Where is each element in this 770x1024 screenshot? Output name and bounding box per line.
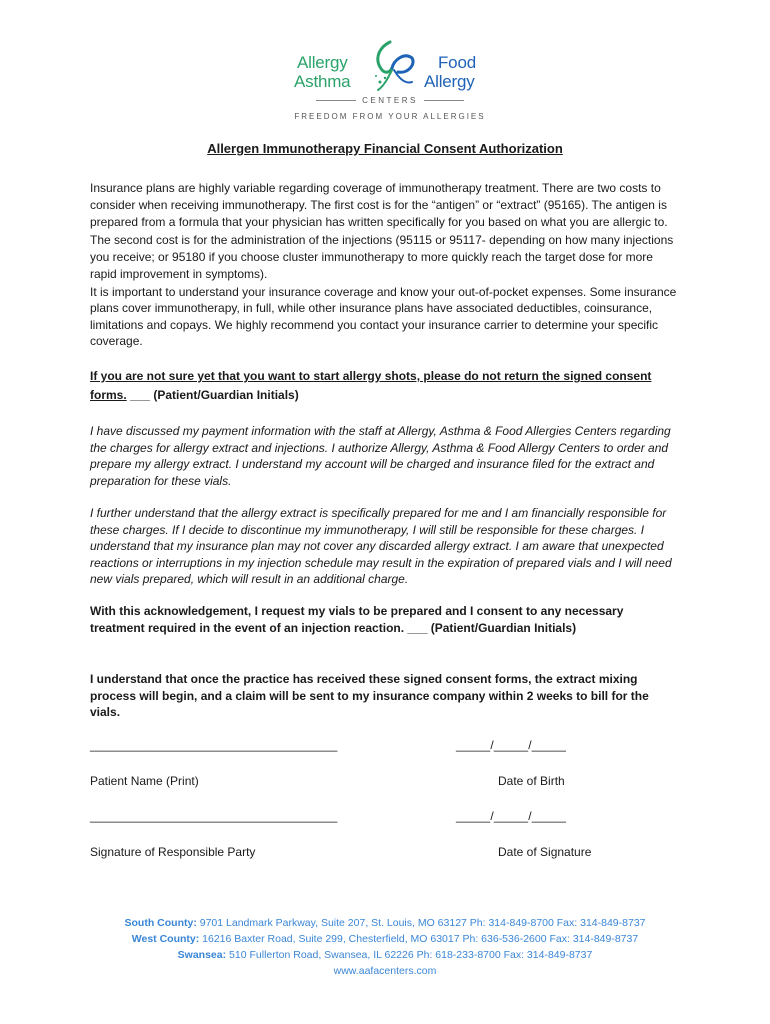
clinic-logo [290, 38, 490, 128]
initials-notice [90, 367, 680, 405]
footer-south-county [0, 915, 770, 931]
footer-swansea [0, 947, 770, 963]
swansea-address: 510 Fullerton Road, Swansea, IL 62226 Ph: 618-233-8700 Fax: 314-849-8737 [226, 949, 593, 961]
coverage-paragraph: It is important to understand your insurance coverage and know your out-of-pocket expenses. Some insurance plans cover immunotherapy, in full, while other insurance plans have associated deductibles, coinsurance, limitations and copays. We highly recommend you contact your insurance carrier to determine your specific coverage. [90, 285, 677, 349]
dob-line[interactable]: _____/_____/_____ [456, 738, 567, 752]
west-county-address: 16216 Baxter Road, Suite 299, Chesterfield, MO 63017 Ph: 636-536-2600 Fax: 314-849-8737 [199, 933, 639, 945]
responsible-party-label: Signature of Responsible Party [90, 845, 256, 859]
logo-tagline: FREEDOM FROM YOUR ALLERGIES [294, 112, 486, 121]
intro-paragraph: Insurance plans are highly variable regarding coverage of immunotherapy treatment. There are two costs to consider when receiving immunotherapy. The first cost is for the “antigen” or “extract” (95165). The antigen is prepared from a formula that your physician has written specifically for you based on what you are allergic to. The second cost is for the administration of the injections (95115 or 95117- depending on how many injections you receive; or 95180 if you choose cluster immunotherapy to more quickly reach the target dose for more rapid improvement in symptoms). [90, 181, 674, 282]
patient-name-label: Patient Name (Print) [90, 774, 199, 788]
logo-rule-right [424, 100, 464, 101]
acknowledgement-paragraph: With this acknowledgement, I request my vials to be prepared and I consent to any necessary treatment required in the event of an injection reaction. ___ (Patient/Guardian Initials) [90, 604, 624, 635]
logo-word-food-allergy: Allergy [424, 72, 475, 91]
footer-website[interactable]: www.aafacenters.com [333, 965, 437, 977]
swansea-label: Swansea: [177, 949, 227, 961]
south-county-address: 9701 Landmark Parkway, Suite 207, St. Louis, MO 63127 Ph: 314-849-8700 Fax: 314-849-8737 [196, 917, 646, 929]
logo-word-food: Food [438, 53, 476, 72]
payment-discussion-paragraph: I have discussed my payment information with the staff at Allergy, Asthma & Food Allergies Centers regarding the charges for allergy extract and injections. I authorize Allergy, Asthma & Food Allergy Centers to order and prepare my allergy extract. I understand my account will be charged and insurance filed for the extract and preparation for these vials. [90, 424, 671, 488]
notice-underlined: If you are not sure yet that you want to start allergy shots, please do not return the signed consent forms. [90, 369, 652, 402]
signature-line[interactable]: ____________________________________ [90, 809, 338, 823]
logo-centers [290, 96, 490, 105]
logo-centers-text: CENTERS [362, 96, 418, 105]
notice-initials: ___ (Patient/Guardian Initials) [126, 388, 299, 402]
butterfly-icon [368, 40, 418, 94]
footer-west-county [0, 931, 770, 947]
logo-rule-left [316, 100, 356, 101]
logo-word-asthma: Asthma [294, 72, 351, 91]
west-county-label: West County: [131, 933, 200, 945]
mixing-process-paragraph: I understand that once the practice has received these signed consent forms, the extract mixing process will begin, and a claim will be sent to my insurance company within 2 weeks to bill for the vials. [90, 672, 649, 720]
logo-word-allergy: Allergy [297, 53, 348, 72]
document-title: Allergen Immunotherapy Financial Consent Authorization [207, 141, 563, 156]
south-county-label: South County: [124, 917, 197, 929]
dob-label: Date of Birth [498, 774, 565, 788]
patient-name-line[interactable]: ____________________________________ [90, 738, 338, 752]
financial-responsibility-paragraph: I further understand that the allergy extract is specifically prepared for me and I am financially responsible for these charges. If I decide to discontinue my immunotherapy, I will still be responsible for these charges. I understand that my insurance plan may not cover any discarded allergy extract. I am aware that unexpected reactions or interruptions in my injection schedule may result in the expiration of prepared vials and I will need new vials prepared, which will result in an additional charge. [90, 506, 672, 587]
signature-date-line[interactable]: _____/_____/_____ [456, 809, 567, 823]
signature-date-label: Date of Signature [498, 845, 592, 859]
footer-addresses [0, 915, 770, 979]
